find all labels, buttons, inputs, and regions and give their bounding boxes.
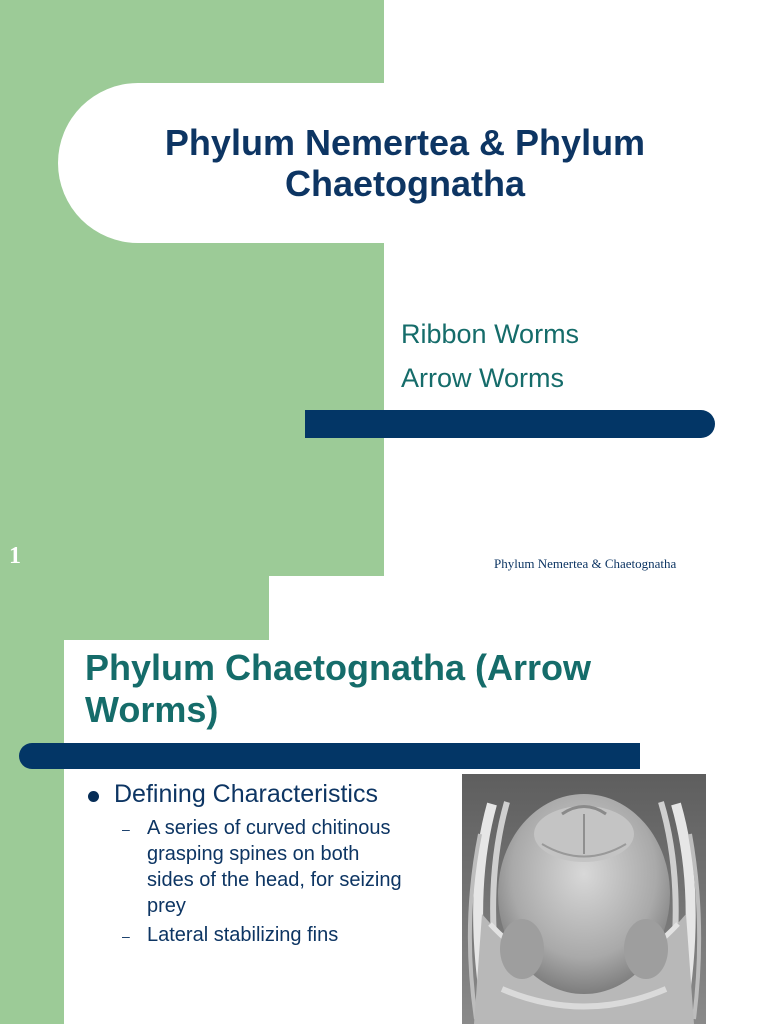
accent-bar: [305, 410, 715, 438]
slide-1-title: Phylum Nemertea & Phylum Chaetognatha: [164, 122, 646, 204]
accent-bar: [19, 743, 640, 769]
sub-bullet-fins: Lateral stabilizing fins: [147, 924, 339, 946]
bullet-dot-icon: [88, 791, 99, 802]
green-panel-left: [0, 576, 64, 1024]
subtitle-ribbon-worms: Ribbon Worms: [401, 319, 580, 349]
slide-number: 1: [9, 543, 21, 569]
dash-icon: –: [122, 821, 130, 837]
chaetognath-head-photo: [462, 774, 706, 1024]
bullet-defining-characteristics: Defining Characteristics: [114, 780, 378, 808]
slide-footer: Phylum Nemertea & Chaetognatha: [494, 556, 677, 571]
dash-icon: –: [122, 928, 130, 944]
slide-2-title: Phylum Chaetognatha (Arrow Worms): [85, 647, 592, 730]
subtitle-arrow-worms: Arrow Worms: [401, 363, 565, 393]
sub-bullet-spines: A series of curved chitinous grasping spines on both sides of the head, for seizing prey: [147, 817, 402, 917]
slide-2: [0, 576, 768, 1024]
green-panel-top: [0, 576, 269, 640]
chaetognath-head-image: [462, 774, 706, 1024]
